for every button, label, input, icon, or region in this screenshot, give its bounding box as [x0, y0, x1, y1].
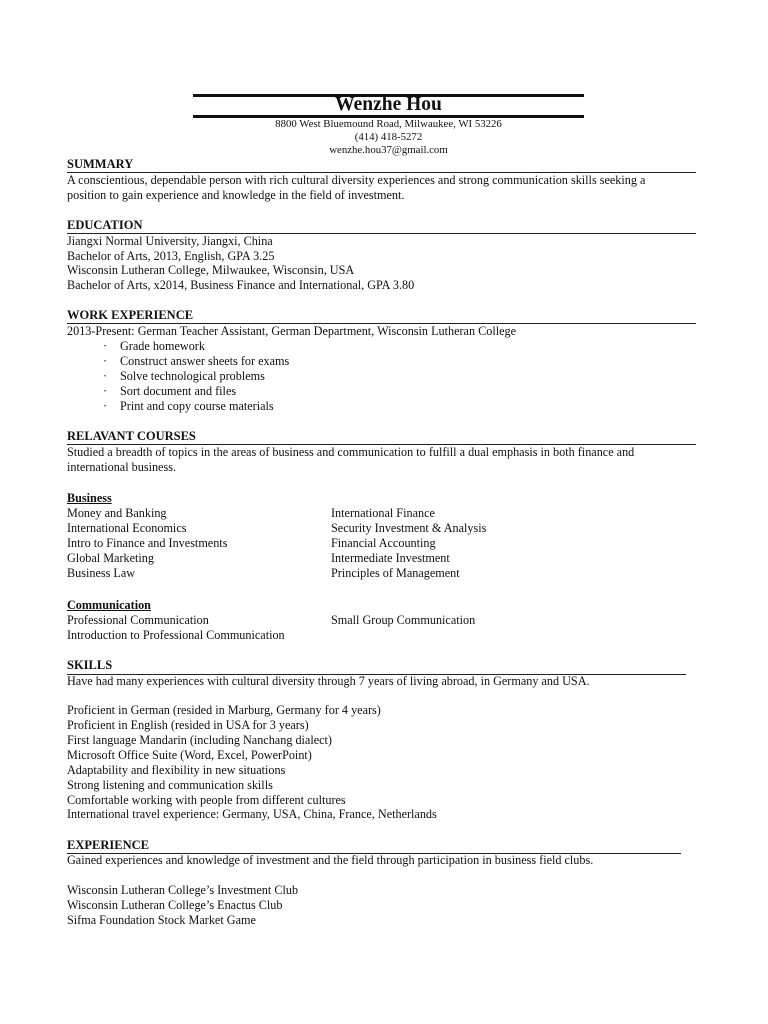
education-line: Jiangxi Normal University, Jiangxi, China — [67, 234, 273, 248]
experience-item: Wisconsin Lutheran College’s Enactus Club — [67, 898, 283, 912]
work-bullet-text: Print and copy course materials — [120, 399, 274, 413]
courses-intro-line: international business. — [67, 460, 176, 474]
contact-address: 8800 West Bluemound Road, Milwaukee, WI 53226 — [275, 118, 502, 130]
work-heading: WORK EXPERIENCE — [67, 308, 194, 322]
bullet-mark: · — [103, 399, 108, 413]
skill-item: Proficient in English (resided in USA for 3 years) — [67, 718, 309, 732]
skill-item: Adaptability and flexibility in new situations — [67, 763, 286, 777]
business-course: Intro to Finance and Investments — [67, 536, 228, 550]
education-heading: EDUCATION — [67, 218, 143, 232]
contact-email: wenzhe.hou37@gmail.com — [329, 144, 448, 156]
bullet-mark: · — [103, 354, 108, 368]
business-course: International Finance — [331, 506, 435, 520]
business-subheading: Business — [67, 491, 112, 505]
business-course: Financial Accounting — [331, 536, 436, 550]
work-bullet-text: Grade homework — [120, 339, 205, 353]
summary-heading: SUMMARY — [67, 157, 134, 171]
experience-item: Sifma Foundation Stock Market Game — [67, 913, 256, 927]
work-bullet-text: Solve technological problems — [120, 369, 265, 383]
business-course: International Economics — [67, 521, 187, 535]
experience-heading: EXPERIENCE — [67, 838, 149, 852]
business-course: Intermediate Investment — [331, 551, 450, 565]
experience-intro: Gained experiences and knowledge of investment and the field through participation in business field clubs. — [67, 853, 594, 867]
business-course: Security Investment & Analysis — [331, 521, 487, 535]
work-bullet — [103, 354, 289, 369]
skills-heading: SKILLS — [67, 658, 113, 672]
skill-item: International travel experience: Germany, USA, China, France, Netherlands — [67, 807, 437, 821]
skill-item: Microsoft Office Suite (Word, Excel, PowerPoint) — [67, 748, 312, 762]
skill-item: Strong listening and communication skills — [67, 778, 273, 792]
business-course: Global Marketing — [67, 551, 154, 565]
business-course: Business Law — [67, 566, 136, 580]
skill-item: Comfortable working with people from different cultures — [67, 793, 346, 807]
communication-course: Professional Communication — [67, 613, 209, 627]
courses-heading: RELAVANT COURSES — [67, 429, 196, 443]
communication-course: Small Group Communication — [331, 613, 476, 627]
contact-phone: (414) 418-5272 — [354, 131, 423, 143]
skills-intro: Have had many experiences with cultural diversity through 7 years of living abroad, in Germany and USA. — [67, 674, 590, 688]
skill-item: Proficient in German (resided in Marburg, Germany for 4 years) — [67, 703, 381, 717]
summary-line: A conscientious, dependable person with rich cultural diversity experiences and strong communication skills seeking a — [67, 173, 646, 187]
work-position: 2013-Present: German Teacher Assistant, German Department, Wisconsin Lutheran College — [67, 324, 517, 338]
bullet-mark: · — [103, 339, 108, 353]
applicant-name: Wenzhe Hou — [335, 94, 442, 115]
communication-subheading: Communication — [67, 598, 151, 612]
business-course: Principles of Management — [331, 566, 460, 580]
experience-item: Wisconsin Lutheran College’s Investment Club — [67, 883, 299, 897]
education-line: Wisconsin Lutheran College, Milwaukee, Wisconsin, USA — [67, 263, 355, 277]
education-line: Bachelor of Arts, x2014, Business Finance and International, GPA 3.80 — [67, 278, 415, 292]
work-bullet-text: Sort document and files — [120, 384, 237, 398]
bullet-mark: · — [103, 369, 108, 383]
work-bullet — [103, 399, 274, 414]
work-bullet-text: Construct answer sheets for exams — [120, 354, 290, 368]
skill-item: First language Mandarin (including Nanchang dialect) — [67, 733, 332, 747]
business-course: Money and Banking — [67, 506, 167, 520]
bullet-mark: · — [103, 384, 108, 398]
education-line: Bachelor of Arts, 2013, English, GPA 3.25 — [67, 249, 275, 263]
work-bullet — [103, 384, 236, 399]
work-bullet — [103, 339, 205, 354]
courses-intro-line: Studied a breadth of topics in the areas of business and communication to fulfill a dual emphasis in both finance and — [67, 445, 635, 459]
work-bullet — [103, 369, 265, 384]
communication-course: Introduction to Professional Communication — [67, 628, 285, 642]
summary-line: position to gain experience and knowledge in the field of investment. — [67, 188, 405, 202]
